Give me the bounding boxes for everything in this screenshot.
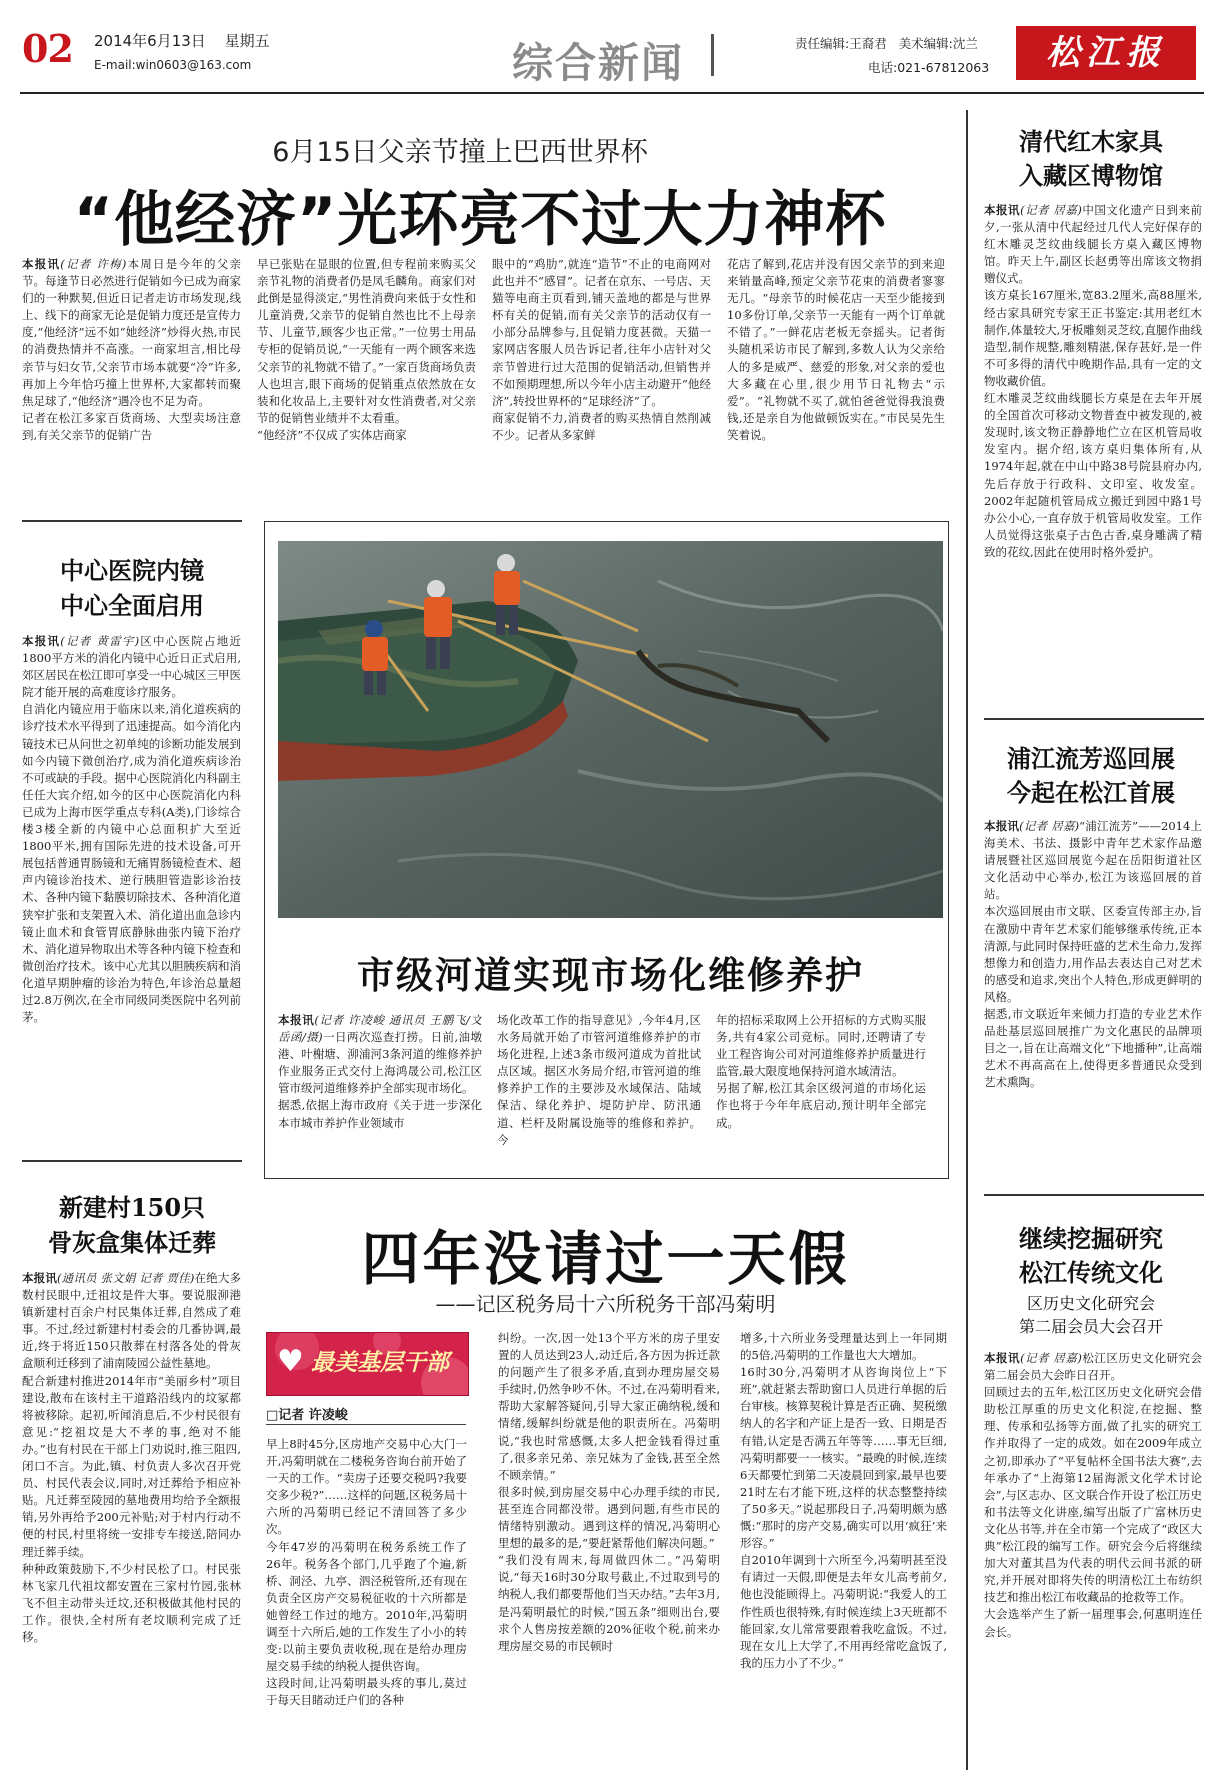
culture-byline: 本报讯 — [984, 1351, 1021, 1365]
river-byline: 本报讯 — [278, 1013, 315, 1027]
culture-sub-1: 区历史文化研究会 — [1026, 1294, 1155, 1313]
lead-column-2 — [257, 256, 476, 501]
badge-text: 最美基层干部 — [311, 1350, 449, 1376]
hospital-top-rule — [22, 520, 242, 522]
feature-headline: 四年没请过一天假 — [361, 1225, 850, 1293]
lead-col4-text: 花店了解到,花店并没有因父亲节的到来迎来销量高峰,预定父亲节花束的消费者寥寥无几。“母亲节的时候花店一天至少能接到10多份订单,父亲节一天能有一两个订单就不错了。”一鲜花店老板无奈摇头。记者街头随机采访市民了解到,多数人认为父亲给人的多是威严、慈爱的形象,对父亲的爱也大多藏在心里,很少用节日礼物去“示爱”。“礼物就不买了,就怕爸爸觉得我浪费钱,还是亲自为他做顿饭实在。”市民吴先生笑着说。 — [727, 257, 945, 442]
masthead-logo — [1016, 26, 1196, 80]
pujiang-top-rule — [984, 718, 1204, 720]
lead-col2-text: 早已张贴在显眼的位置,但专程前来购买父亲节礼物的消费者仍是凤毛麟角。商家们对此倒是显得淡定,“男性消费向来低于女性和儿童消费,父亲节的促销自然也比不上母亲节、儿童节,顾客少也正常。”一位男士用品专柜的促销员说,“一天能有一两个顾客来选父亲节的礼物就不错了。”一家百货商场负责人也坦言,眼下商场的促销重点依然放在女装和化妆品上,主要针对女性消费者,对父亲节的促销售业绩并不太看重。 “他经济”不仅成了实体店商家 — [257, 257, 476, 442]
hongmu-title-1: 清代红木家具 — [1019, 127, 1163, 156]
river-col1-text: 一日两次巡查打捞。日前,油墩港、叶榭塘、泖浦河3条河道的维修养护作业服务正式交付上海鸿晟公司,松江区管市级河道维修养护全部实现市场化。 据悉,依据上海市政府《关于进一步深化本市城市养护作业领域市 — [278, 1030, 482, 1130]
editors-text: 责任编辑:王裔君 美术编辑:沈兰 — [795, 36, 978, 51]
page-number: 02 — [22, 26, 73, 71]
river-column-2 — [497, 1012, 701, 1172]
lead-column-3 — [492, 256, 711, 501]
heart-icon: ♥ — [277, 1344, 304, 1379]
culture-title-1: 继续挖掘研究 — [1019, 1224, 1163, 1253]
hongmu-text: 中国文化遗产日到来前夕,一张从清中代起经过几代人完好保存的红木雕灵芝纹曲线腿长方桌入藏区博物馆。昨天上午,副区长赵勇等出席该文物捐赠仪式。 该方桌长167厘米,宽83.2厘米,高88厘米,经古家具研究专家王正书鉴定:其用老红木制作,体量较大,牙板雕刻灵芝纹,直腿作曲线造型,制作规整,雕刻精湛,保存甚好,是一件不可多得的清代中晚期作品,具有一定的文物收藏价值。 红木雕灵芝纹曲线腿长方桌是在去年开展的全国首次可移动文物普查中被发现的,被发现时,该文物正静静地伫立在区机管局收发室内。据介绍,该方桌归集体所有,从1974年起,就在中山中路38号院县府办内,先后存放于行政科、文印室、收发室。2002年起随机管局成立搬迁到园中路1号办公小心,一直存放于机管局收发室。工作人员觉得这张桌子古色古香,桌身雕满了精致的花纹,因此在使用时格外爱护。 — [984, 203, 1202, 559]
weekday-text: 星期五 — [224, 32, 270, 50]
jiancun-byline: 本报讯 — [22, 1271, 58, 1285]
culture-headline — [978, 1222, 1204, 1290]
culture-sub-2: 第二届会员大会召开 — [1018, 1317, 1163, 1336]
lead-byline: 本报讯 — [22, 257, 61, 271]
river-photo — [278, 541, 943, 918]
pujiang-text: “浦江流芳”——2014上海美术、书法、摄影中青年艺术家作品邀请展暨社区巡回展览今起在岳阳街道社区文化活动中心举办,松江为该巡回展的首站。 本次巡回展由市文联、区委宣传部主办,旨在激励中青年艺术家们能够继承传统,正本清源,与此同时保持旺盛的艺术生命力,发挥想像力和创造力,用作品去表达自己对艺术的感受和追求,突出个人特色,形成更鲜明的风格。 据悉,市文联近年来倾力打造的专业艺术作品赴基层巡回展推广为文化惠民的品牌项目之一,旨在让高端文化“下地播种”,让高端艺术不再高高在上,使得更多普通民众受到艺术熏陶。 — [984, 819, 1202, 1090]
right-column-rule — [966, 110, 968, 1770]
jiancun-title-1: 新建村150只 — [58, 1193, 206, 1222]
river-headline: 市级河道实现市场化维修养护 — [357, 953, 864, 997]
culture-text: 松江区历史文化研究会第二届会员大会昨日召开。 回顾过去的五年,松江区历史文化研究会借助松江厚重的历史文化积淀,在挖掘、整理、传承和弘扬等方面,做了扎实的研究工作并取得了一定的成效。如在2009年成立之初,即承办了“平复帖杯全国书法大赛”,去年承办了“上海第12届海派文化学术讨论会”,与区志办、区文联合作开设了松江历史和书法等文化讲座,编写出版了广富林历史文化丛书等,并在全市第一个完成了“政区大典”松江段的编写工作。研究会今后将继续加大对董其昌为代表的明代云间书派的研究,并开展对即将失传的明清松江土布纺织技艺和推出松江布收藏品的抢救等工作。 大会选举产生了新一届理事会,何惠明连任会长。 — [984, 1351, 1202, 1639]
header-rule — [20, 92, 1204, 94]
hospital-title-1: 中心医院内镜 — [60, 556, 204, 585]
header-divider — [711, 34, 714, 76]
river-photo-illustration — [278, 541, 943, 918]
feature-column-3 — [740, 1330, 947, 1771]
hongmu-title-2: 入藏区博物馆 — [1019, 161, 1163, 190]
feature-column-2 — [498, 1330, 720, 1771]
pujiang-reporter: (记者 居嘉) — [1019, 819, 1080, 833]
feature-column-1 — [266, 1436, 467, 1771]
feature-reporter-rule — [266, 1424, 466, 1425]
pujiang-title-1: 浦江流芳巡回展 — [1007, 744, 1175, 773]
issue-date — [94, 30, 270, 51]
jiancun-body — [22, 1270, 241, 1775]
hongmu-byline: 本报讯 — [984, 203, 1021, 217]
hospital-byline: 本报讯 — [22, 634, 61, 648]
hospital-title-2: 中心全面启用 — [60, 591, 204, 620]
date-text: 2014年6月13日 — [94, 32, 206, 50]
culture-title-2: 松江传统文化 — [1019, 1258, 1163, 1287]
hongmu-body — [984, 202, 1202, 692]
jiancun-headline — [22, 1190, 242, 1260]
lead-kicker: 6月15日父亲节撞上巴西世界杯 — [272, 137, 648, 168]
lead-headline: “他经济”光环亮不过大力神杯 — [73, 185, 887, 255]
river-col2-text: 场化改革工作的指导意见》,今年4月,区水务局就开始了市管河道维修养护的市场化进程,上述3条市级河道成为首批试点区域。据区水务局介绍,市管河道的维修养护工作的主要涉及水域保洁、陆域保洁、绿化养护、堤防护岸、防汛通道、栏杆及附属设施等的维修和养护。今 — [497, 1013, 701, 1147]
river-reporter: (记者 许凌峻 通讯员 王鹏飞/文 岳函/摄) — [278, 1013, 482, 1045]
lead-col3-text: 眼中的“鸡肋”,就连“造节”不止的电商网对此也并不“感冒”。记者在京东、一号店、天猫等电商主页看到,铺天盖地的都是与世界杯有关的促销,而有关父亲节的活动仅有一小部分品牌参与,且促销力度甚微。天猫一家网店客服人员告诉记者,往年小店针对父亲节曾进行过大范围的促销活动,但销售并不如预期理想,所以今年小店主动避开“他经济”,转投世界杯的“足球经济”了。 商家促销不力,消费者的购买热情自然削减不少。记者从多家鲜 — [492, 257, 711, 442]
lead-reporter: (记者 许梅) — [60, 257, 127, 271]
feature-col2-text: 纠纷。一次,因一处13个平方米的房子里安置的人员达到23人,动迁后,各方因为拆迁款的问题产生了很多矛盾,直到办理房屋交易手续时,仍然争吵不休。不过,在冯菊明看来,帮助大家解答疑问,引导大家正确纳税,缓和情绪,缓解纠纷就是他的职责所在。冯菊明说,“我也时常感慨,太多人把金钱看得过重了,很多亲兄弟、亲兄妹为了金钱,甚至全然不顾亲情。” 很多时候,到房屋交易中心办理手续的市民,甚至连合同都没带。遇到问题,有些市民的情绪特别激动。遇到这样的情况,冯菊明心里想的最多的是,“要赶紧帮他们解决问题。” “我们没有周末,每周做四休二。”冯菊明说,“每天16时30分取号截止,不过取到号的纳税人,我们都要帮他们当天办结。”去年3月,是冯菊明最忙的时候,“国五条”细则出台,要求个人售房按差额的20%征收个税,前来办理房屋交易的市民顿时 — [498, 1331, 720, 1653]
lead-column-1 — [22, 256, 241, 501]
hospital-body — [22, 633, 241, 1141]
phone-text: 电话:021-67812063 — [868, 60, 990, 75]
section-title: 综合新闻 — [512, 39, 684, 87]
feature-badge — [266, 1332, 469, 1396]
hospital-reporter: (记者 黄雷宇) — [60, 634, 140, 648]
feature-col1-text: 早上8时45分,区房地产交易中心大门一开,冯菊明就在二楼税务咨询台前开始了一天的工作。“卖房子还要交税吗?我要交多少税?”……这样的问题,区税务局十六所的冯菊明已经记不清回答了多少次。 今年47岁的冯菊明在税务系统工作了26年。税务各个部门,几乎跑了个遍,新桥、洞泾、九亭、泗泾税管所,还有现在负责全区房产交易税征收的十六所都是她曾经工作过的地方。2010年,冯菊明调至十六所后,她的工作发生了小小的转变:以前主要负责收税,现在是给办理房屋交易手续的纳税人提供咨询。 这段时间,让冯菊明最头疼的事儿,莫过于每天目睹动迁户们的各种 — [266, 1437, 467, 1708]
masthead-text: 松江报 — [1046, 33, 1166, 73]
jiancun-reporter: (通讯员 张文娟 记者 贾佳) — [57, 1271, 195, 1285]
hospital-headline — [22, 553, 242, 623]
culture-top-rule — [984, 1194, 1204, 1196]
culture-reporter: (记者 居嘉) — [1020, 1351, 1082, 1365]
hospital-text: 区中心医院占地近1800平方米的消化内镜中心近日正式启用,郊区居民在松江即可享受一中心城区三甲医院才能开展的高难度诊疗服务。 自消化内镜应用于临床以来,消化道疾病的诊疗技术水平得到了迅速提高。如今消化内镜技术已从问世之初单纯的诊断功能发展到如今内镜下微创治疗,成为消化道疾病诊治不可或缺的手段。据中心医院消化内科副主任任大宾介绍,如今的区中心医院消化内科已成为上海市医学重点专科(A类),门诊综合楼3楼全新的内镜中心总面积扩大至近1800平米,拥有国际先进的技术设备,可开展包括普通胃肠镜和无痛胃肠镜检查术、超声内镜诊治技术、逆行胰胆管造影诊治技术、各种内镜下黏膜切除技术、各种消化道狭窄扩张和支架置入术、消化道出血急诊内镜止血术和食管胃底静脉曲张内镜下治疗术、消化道异物取出术等各种内镜下检查和微创治疗技术。该中心尤其以胆胰疾病和消化道早期肿瘤的诊治为特色,年诊治总量超过2.8万例次,在全市同级同类医院中名列前茅。 — [22, 634, 241, 1025]
page-header — [0, 0, 1224, 96]
jiancun-top-rule — [22, 1160, 242, 1162]
river-column-3 — [716, 1012, 926, 1172]
feature-col3-text: 增多,十六所业务受理量达到上一年同期的5倍,冯菊明的工作量也大大增加。 16时30分,冯菊明才从咨询岗位上“下班”,就赶紧去帮助窗口人员进行单据的后台审核。核算契税计算是否正确、契税缴纳人的名字和产证上是否一致、日期是否有错,认定是否满五年等等……事无巨细,冯菊明都要一一核实。“最晚的时候,连续6天都要忙到第二天凌晨回到家,最早也要21时左右才能下班,这样的状态整整持续了50多天。”说起那段日子,冯菊明颇为感慨:“那时的房产交易,确实可以用‘疯狂’来形容。” 自2010年调到十六所至今,冯菊明甚至没有请过一天假,即便是去年女儿高考前夕,他也没能顾得上。冯菊明说:“我爱人的工作性质也很特殊,有时候连续上3天班都不能回家,女儿常常要跟着我吃盒饭。不过,现在女儿上大学了,不用再经常吃盒饭了,我的压力小了不少。” — [740, 1331, 947, 1670]
jiancun-title-2: 骨灰盒集体迁葬 — [48, 1228, 216, 1257]
email-text: E-mail:win0603@163.com — [94, 58, 252, 72]
pujiang-title-2: 今起在松江首展 — [1007, 778, 1175, 807]
pujiang-byline: 本报讯 — [984, 819, 1020, 833]
pujiang-body — [984, 818, 1202, 1184]
feature-subtitle: ——记区税务局十六所税务干部冯菊明 — [435, 1292, 776, 1316]
hongmu-headline — [978, 125, 1204, 193]
feature-reporter: □记者 许凌峻 — [266, 1408, 348, 1423]
lead-col1-text: 本周日是今年的父亲节。每逢节日必然进行促销如今已成为商家们的一种默契,但近日记者走访市场发现,线上、线下的商家无论是促销力度还是宣传力度,“他经济”远不如“她经济”炒得火热,市民的消费热情并不高涨。一商家坦言,相比母亲节与妇女节,父亲节市场本就要“冷”许多,再加上今年恰巧撞上世界杯,大家都转而聚焦足球了,“他经济”遇冷也不足为奇。 记者在松江多家百货商场、大型卖场注意到,有关父亲节的促销广告 — [22, 257, 241, 442]
river-col3-text: 年的招标采取网上公开招标的方式购买服务,共有4家公司竞标。同时,还聘请了专业工程咨询公司对河道维修养护质量进行监管,最大限度地保持河道水域清洁。 另据了解,松江其余区级河道的市场化运作也将于今年年底启动,预计明年全部完成。 — [716, 1013, 926, 1130]
lead-column-4 — [727, 256, 945, 501]
hongmu-reporter: (记者 居嘉) — [1020, 203, 1082, 217]
river-column-1 — [278, 1012, 482, 1172]
pujiang-headline — [978, 742, 1204, 810]
culture-subheadline — [978, 1292, 1204, 1338]
jiancun-text: 在绝大多数村民眼中,迁祖坟是件大事。要说服泖港镇新建村百余户村民集体迁葬,自然成了难事。不过,经过新建村村委会的几番协调,最近,终于将近150只散葬在村落各处的骨灰盒顺利迁移到了浦南陵园公益性墓地。 配合新建村推进2014年市“美丽乡村”项目建设,散布在该村主干道路沿线内的坟冢都将被移除。起初,听闻消息后,不少村民很有意见:“挖祖坟是大不孝的事,绝对不能办。”也有村民在干部上门劝说时,推三阻四,闭口不言。为此,镇、村负责人多次召开党员、村民代表会议,同时,对迁葬给予相应补贴。凡迁葬至陵园的墓地费用均给予全额报销,另外再给予200元补贴;对于村内行动不便的村民,村里将统一安排专车接送,陪同办理迁葬手续。 种种政策鼓励下,不少村民松了口。村民张林飞家几代祖坟都安置在三家村竹园,张林飞不但主动带头迁坟,还积极做其他村民的工作。很快,全村所有老坟顺利完成了迁移。 — [22, 1271, 241, 1644]
culture-body — [984, 1350, 1202, 1774]
